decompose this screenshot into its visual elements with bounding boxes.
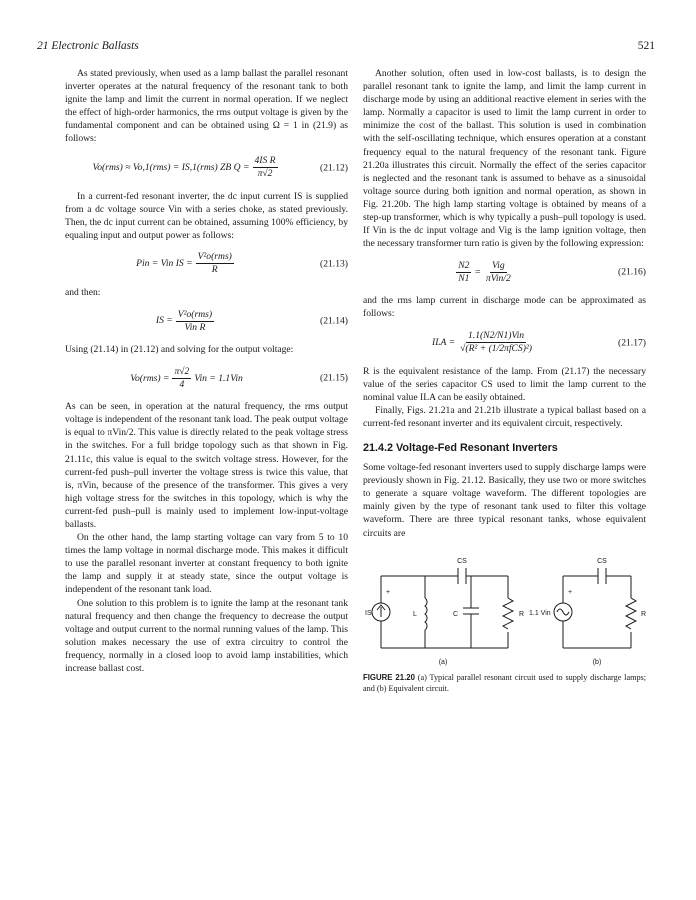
- left-column: [65, 67, 348, 675]
- equation-lhs: IS =: [155, 315, 173, 327]
- denominator: √(R² + (1/2πfCS)²): [460, 343, 532, 354]
- numerator: 1.1(N2/N1)Vin: [468, 330, 525, 341]
- denominator: πVin/2: [485, 272, 511, 284]
- caption-text: (a) Typical parallel resonant circuit used to supply discharge lamps; and (b) Equivalent circuit.: [363, 672, 646, 693]
- paragraph: One solution to this problem is to ignite the lamp at the resonant tank natural frequency and then change the frequency to decrease the output voltage and output current to the normal running values of the lamp. This solution makes necessary the use of extra circuitry to control the frequency, normally in a closed loop to avoid lamp instabilities, which increase ballast cost.: [65, 597, 348, 674]
- equation-number: (21.15): [320, 372, 348, 384]
- equation-number: (21.13): [320, 258, 348, 270]
- paragraph: As can be seen, in operation at the natural frequency, the rms output voltage is independent of the resonant tank load. The peak output voltage is equal to πVin/2. This value is directly related to the peak voltage stress in the switches. For a full bridge topology such as that shown in Fig. 21.11c, this value is equal to the switch voltage stress. However, for the current-fed push–pull inverter the voltage stress is twice this value, that is, πVin, because of the presence of the transformer. This gives a very high voltage stress for the switches in this topology, which is why the current-fed push–pull is mainly used to implement low-input-voltage ballasts.: [65, 401, 348, 530]
- fraction: [253, 155, 278, 180]
- equation-number: (21.14): [320, 315, 348, 327]
- figure-caption: [363, 672, 646, 694]
- equation-21-14: [65, 301, 348, 341]
- running-header-chapter: 21 Electronic Ballasts: [37, 40, 139, 52]
- equation-21-13: [65, 244, 348, 284]
- numerator: V²o(rms): [197, 251, 232, 263]
- equation-lhs: Vo(rms) =: [130, 372, 170, 384]
- label-a: (a): [438, 658, 448, 666]
- numerator: N2: [458, 259, 470, 271]
- section-heading: 21.4.2 Voltage-Fed Resonant Inverters: [363, 441, 558, 454]
- paragraph: Another solution, often used in low-cost ballasts, is to design the parallel resonant tank to ignite the lamp, and limit the lamp current in discharge mode by using an additional reactive element in series with the lamp. Normally a capacitor is used to limit the lamp current in order to minimize the cost of the ballast. This solution is used in combination with the self-oscillating technique, which ensures operation at a constant frequency equal to the natural frequency of the resonant tank. Figure 21.20a illustrates this circuit. Normally the effect of the series capacitor is neglected and the resonant tank is assumed to behave as a sinusoidal voltage source during both ignition and normal operation, as shown in Fig. 21.20b. The high lamp starting voltage is obtained by means of a step-up transformer, which is why typically a push–pull topology is used. If Vin is the dc input voltage and Vig is the lamp ignition voltage, then the necessary transformer turn ratio is given by the following expression:: [363, 68, 646, 250]
- equation-number: (21.17): [618, 336, 646, 348]
- fraction: [458, 330, 534, 355]
- fraction: [176, 309, 214, 334]
- equation-21-17: [363, 323, 646, 363]
- figure-21-20: [363, 548, 646, 698]
- circuit-diagram: [363, 548, 646, 666]
- paragraph: Some voltage-fed resonant inverters used to supply discharge lamps were previously shown in Fig. 21.12. Basically, they use two or more switches to generate a square voltage waveform. The different topologies are mainly given by the type of resonant tank used to filter this voltage waveform. There are three typical resonant tanks, whose equivalent circuits are: [363, 462, 646, 539]
- equation-lhs: Vo(rms) ≈ Vo,1(rms) = IS,1(rms) ZB Q =: [92, 162, 250, 174]
- denominator: N1: [458, 272, 470, 284]
- equation-21-16: $\frac{N2}{N1}$ = $\frac{\text{Vig}}{\text{πVin/2}}$ (21.16): [458, 259, 646, 284]
- page-number: 521: [637, 40, 655, 52]
- equation-21-15: [65, 358, 348, 398]
- numerator: V²o(rms): [177, 308, 213, 320]
- equation-lhs: Pin = Vin IS =: [136, 258, 193, 270]
- fraction: [172, 366, 191, 391]
- label-l: L: [413, 610, 417, 618]
- label-c: C: [453, 610, 459, 618]
- numerator: π√2: [174, 365, 190, 377]
- caption-label: FIGURE 21.20: [363, 672, 415, 682]
- numerator: Vig: [492, 259, 505, 271]
- numerator: 4IS R: [254, 155, 276, 167]
- label-b: (b): [592, 658, 602, 666]
- fraction: [456, 260, 471, 285]
- right-column: [363, 67, 646, 698]
- paragraph: and then:: [65, 286, 101, 298]
- paragraph: and the rms lamp current in discharge mode can be approximated as follows:: [363, 295, 646, 320]
- equation-lhs: ILA =: [432, 336, 456, 348]
- label-source: 1.1 Vin: [529, 609, 551, 617]
- fraction: [484, 260, 513, 285]
- equation-21-12: [65, 148, 348, 188]
- denominator: Vin R: [184, 321, 206, 333]
- paragraph: In a current-fed resonant inverter, the dc input current IS is supplied from a dc voltage source Vin with a series choke, as stated previously. Then, the dc input current can be obtained, assuming 100% efficiency, by equaling input and output power as follows:: [65, 190, 348, 241]
- label-cs-b: CS: [597, 557, 607, 565]
- denominator: π√2: [257, 168, 273, 180]
- label-cs-a: CS: [457, 557, 467, 565]
- fraction: [196, 251, 234, 276]
- paragraph: As stated previously, when used as a lamp ballast the parallel resonant inverter operates at the natural frequency of the resonant tank to both ignite the lamp and limit the current in normal operation. If we neglect the effect of high-order harmonics, the rms output voltage is given by the fundamental component and can be obtained using Ω = 1 in (21.9) as follows:: [65, 68, 348, 145]
- label-r-b: R: [641, 610, 646, 618]
- paragraph: Using (21.14) in (21.12) and solving for the output voltage:: [65, 344, 294, 356]
- denominator: R: [211, 264, 218, 276]
- label-r-a: R: [519, 610, 525, 618]
- label-is: IS: [365, 609, 372, 617]
- equation-rhs: Vin = 1.1Vin: [194, 372, 243, 384]
- paragraph: On the other hand, the lamp starting voltage can vary from 5 to 10 times the lamp voltage in normal discharge mode. This makes it difficult to use the parallel resonant inverter at constant frequency to both ignite the lamp and supply it at steady state, since the output voltage is independent of the resonant tank load.: [65, 532, 348, 596]
- equation-number: (21.16): [618, 266, 646, 278]
- svg-text:+: +: [568, 588, 573, 596]
- svg-text:+: +: [386, 588, 391, 596]
- paragraph: R is the equivalent resistance of the lamp. From (21.17) the necessary value of the series capacitor CS used to limit the lamp current to the nominal value ILA can be easily obtained.: [363, 365, 646, 403]
- denominator: 4: [179, 378, 185, 390]
- equation-number: (21.12): [320, 162, 348, 174]
- paragraph: Finally, Figs. 21.21a and 21.21b illustrate a typical ballast based on a current-fed resonant inverter and its equivalent circuit, respectively.: [363, 404, 646, 429]
